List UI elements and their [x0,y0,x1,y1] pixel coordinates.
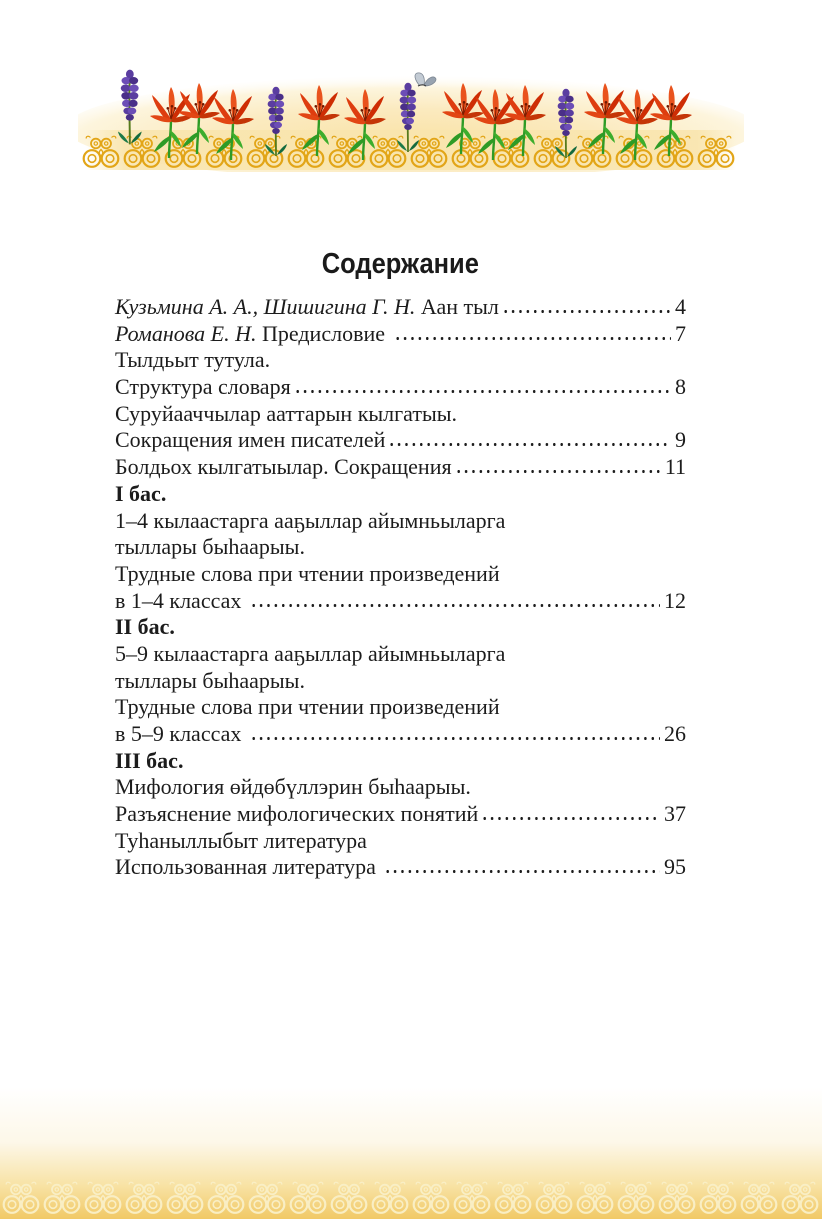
toc-entry [115,854,686,881]
toc-entry-author: Кузьмина А. А., Шишигина Г. Н. [115,294,416,319]
toc-entry [115,774,686,801]
toc-entry-title: II бас. [115,614,175,640]
page-title: Содержание [321,248,480,280]
toc-entry [115,641,686,668]
toc-entry-title: III бас. [115,747,184,773]
toc-entry-title: 1–4 кылаастарга ааҕыллар айымньыларга [115,507,506,533]
toc-entry [115,481,686,508]
toc-entry-title: Болдьох кылгатыылар. Сокращения [115,454,452,480]
toc-entry-title: тыллары быһаарыы. [115,534,305,560]
toc-entry [115,401,686,428]
toc-entry [115,374,686,401]
toc-dot-leader [250,736,660,741]
toc-page-number: 95 [664,854,686,880]
toc-entry [115,614,686,641]
toc-entry [115,668,686,695]
bottom-decorative-border [0,1087,822,1219]
toc-entry-title: Мифология өйдөбүллэрин быһаарыы. [115,774,471,800]
toc-page-number: 7 [675,320,686,346]
toc-entry-title: Аан тыл [415,294,499,319]
toc-entry-title: Туһаныллыбыт литература [115,827,367,853]
toc-entry-title: Трудные слова при чтении произведений [115,560,500,586]
toc-entry-title: I бас. [115,480,167,506]
toc-entry-title: 5–9 кылаастарга ааҕыллар айымньыларга [115,640,506,666]
top-border-art [78,58,744,172]
table-of-contents [115,294,686,881]
toc-entry-title: в 5–9 классах [115,721,247,746]
toc-entry-title: Предисловие [256,320,391,346]
toc-entry [115,588,686,615]
toc-entry [115,721,686,748]
pale-scroll-ornament-row [4,1182,818,1213]
toc-entry-title: Суруйааччылар ааттарын кылгатыы. [115,400,458,426]
toc-entry-title: Тылдьыт тутула. [115,347,271,373]
toc-page-number: 9 [675,427,686,453]
toc-entry-title: Структура словаря [115,374,291,400]
toc-entry-title: Сокращения имен писателей [115,427,386,453]
toc-entry [115,534,686,561]
toc-entry [115,321,686,348]
toc-entry [115,294,686,321]
toc-entry [115,828,686,855]
toc-dot-leader [250,603,660,608]
top-decorative-border [78,58,744,172]
toc-entry-title: тыллары быһаарыы. [115,667,305,693]
toc-entry-title: Использованная литература [115,854,382,880]
toc-entry-title: Разъяснение мифологических понятий [115,801,479,827]
toc-page-number: 26 [664,721,686,746]
toc-entry [115,454,686,481]
toc-dot-leader [384,869,660,874]
toc-page-number: 8 [675,374,686,400]
toc-dot-leader [455,469,661,474]
toc-entry-title: Трудные слова при чтении произведений [115,694,500,720]
toc-page-number: 37 [664,801,686,827]
toc-page-number: 4 [675,294,686,319]
toc-entry-author: Романова Е. Н. [115,320,257,346]
toc-entry [115,508,686,535]
toc-entry [115,694,686,721]
toc-entry-title: в 1–4 классах [115,587,247,613]
toc-dot-leader [394,336,672,341]
toc-page-number: 12 [664,587,686,613]
toc-dot-leader [481,816,660,821]
toc-dot-leader [388,442,671,447]
bottom-border-art [0,1174,822,1219]
toc-dot-leader [294,389,671,394]
toc-entry [115,347,686,374]
toc-entry [115,801,686,828]
toc-entry [115,561,686,588]
title-wrap [115,248,686,281]
toc-page-number: 11 [664,454,686,480]
toc-dot-leader [502,309,671,314]
toc-entry [115,427,686,454]
toc-entry [115,748,686,775]
